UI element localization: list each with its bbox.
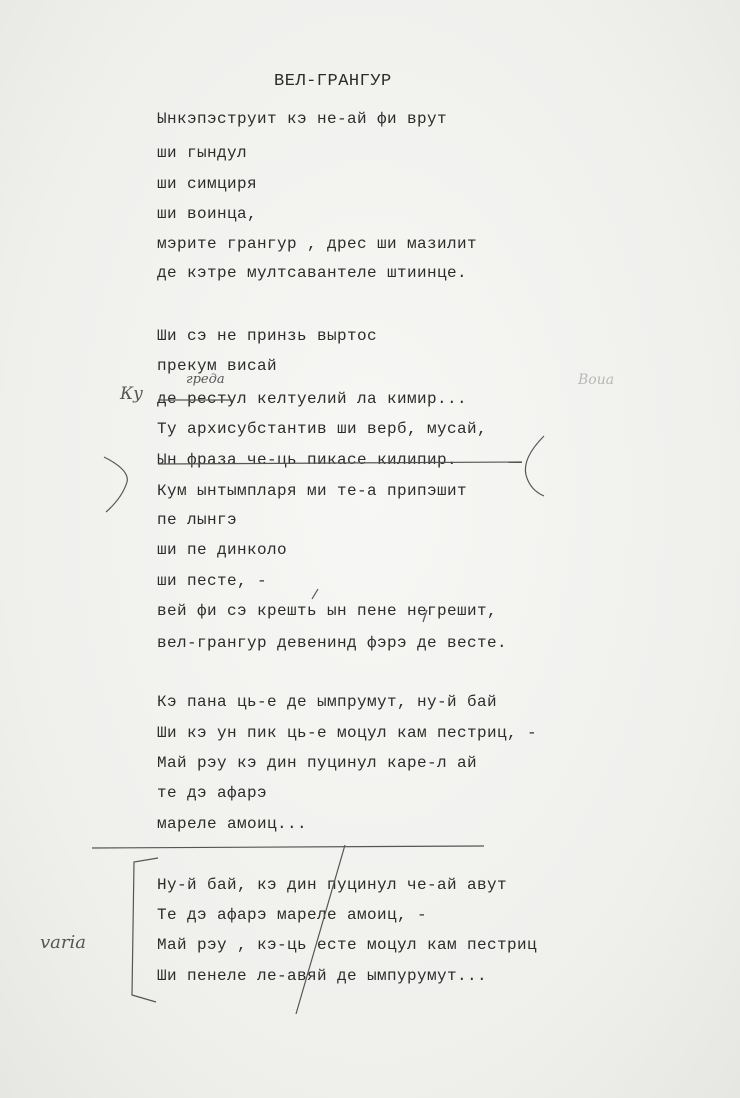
poem-line: вел-грангур девенинд фэрэ де весте. xyxy=(157,634,508,652)
poem-line: вей фи сэ крешть ын пене негрешит, xyxy=(157,602,498,620)
handwritten-varia: varia xyxy=(40,932,86,953)
poem-line: Май рэу кэ дин пуцинул каре-л ай xyxy=(157,754,478,772)
poem-line: прекум висай xyxy=(157,357,278,375)
comma-mark-2 xyxy=(423,610,427,622)
poem-line: ши воинца, xyxy=(157,205,258,223)
poem-title: ВЕЛ-ГРАНГУР xyxy=(274,72,392,91)
variant-bracket-mark xyxy=(132,858,158,1002)
poem-line: мэрите грангур , дрес ши мазилит xyxy=(157,235,478,253)
poem-line: пе лынгэ xyxy=(157,511,238,529)
poem-line: ши пе динколо xyxy=(157,541,288,559)
poem-line: Ту архисубстантив ши верб, мусай, xyxy=(157,420,488,438)
section-divider-line xyxy=(92,846,484,848)
poem-line: Кум ынтымпларя ми те-а припэшит xyxy=(157,482,468,500)
poem-line: Кэ пана ць-е де ымпрумут, ну-й бай xyxy=(157,693,498,711)
poem-line: Ши сэ не принзь выртос xyxy=(157,327,378,345)
comma-mark-1 xyxy=(312,589,318,599)
faint-bleed-through-note: Воиа xyxy=(578,372,615,388)
poem-line: те дэ афарэ xyxy=(157,784,268,802)
poem-line: Ши кэ ун пик ць-е моцул кам пестриц, - xyxy=(157,724,538,742)
poem-line-variant: Ну-й бай, кэ дин пуцинул че-ай авут xyxy=(157,876,508,894)
poem-line: мареле амоиц... xyxy=(157,815,308,833)
handwritten-greda: греда xyxy=(186,372,225,387)
poem-line: ши гындул xyxy=(157,144,248,162)
handwritten-ku: Ку xyxy=(120,384,144,404)
variant-cross-out-line xyxy=(296,845,345,1014)
underline-mark xyxy=(158,462,522,464)
poem-line-variant: Май рэу , кэ-ць есте моцул кам пестриц xyxy=(157,936,538,954)
poem-line: Ын фраза че-ць пикасе килипир. xyxy=(157,451,458,469)
poem-line: ши песте, - xyxy=(157,572,268,590)
poem-line-variant: Те дэ афарэ мареле амоиц, - xyxy=(157,906,428,924)
poem-line: де кэтре мултсавантеле штиинце. xyxy=(157,264,468,282)
poem-line: ши симциря xyxy=(157,175,258,193)
poem-line-variant: Ши пенеле ле-авяй де ымпурумут... xyxy=(157,967,488,985)
poem-line: де рестул келтуелий ла кимир... xyxy=(157,390,468,408)
right-bracket-mark xyxy=(525,436,544,496)
poem-line: Ынкэпэструит кэ не-ай фи врут xyxy=(157,110,448,128)
left-bracket-mark xyxy=(104,457,127,512)
